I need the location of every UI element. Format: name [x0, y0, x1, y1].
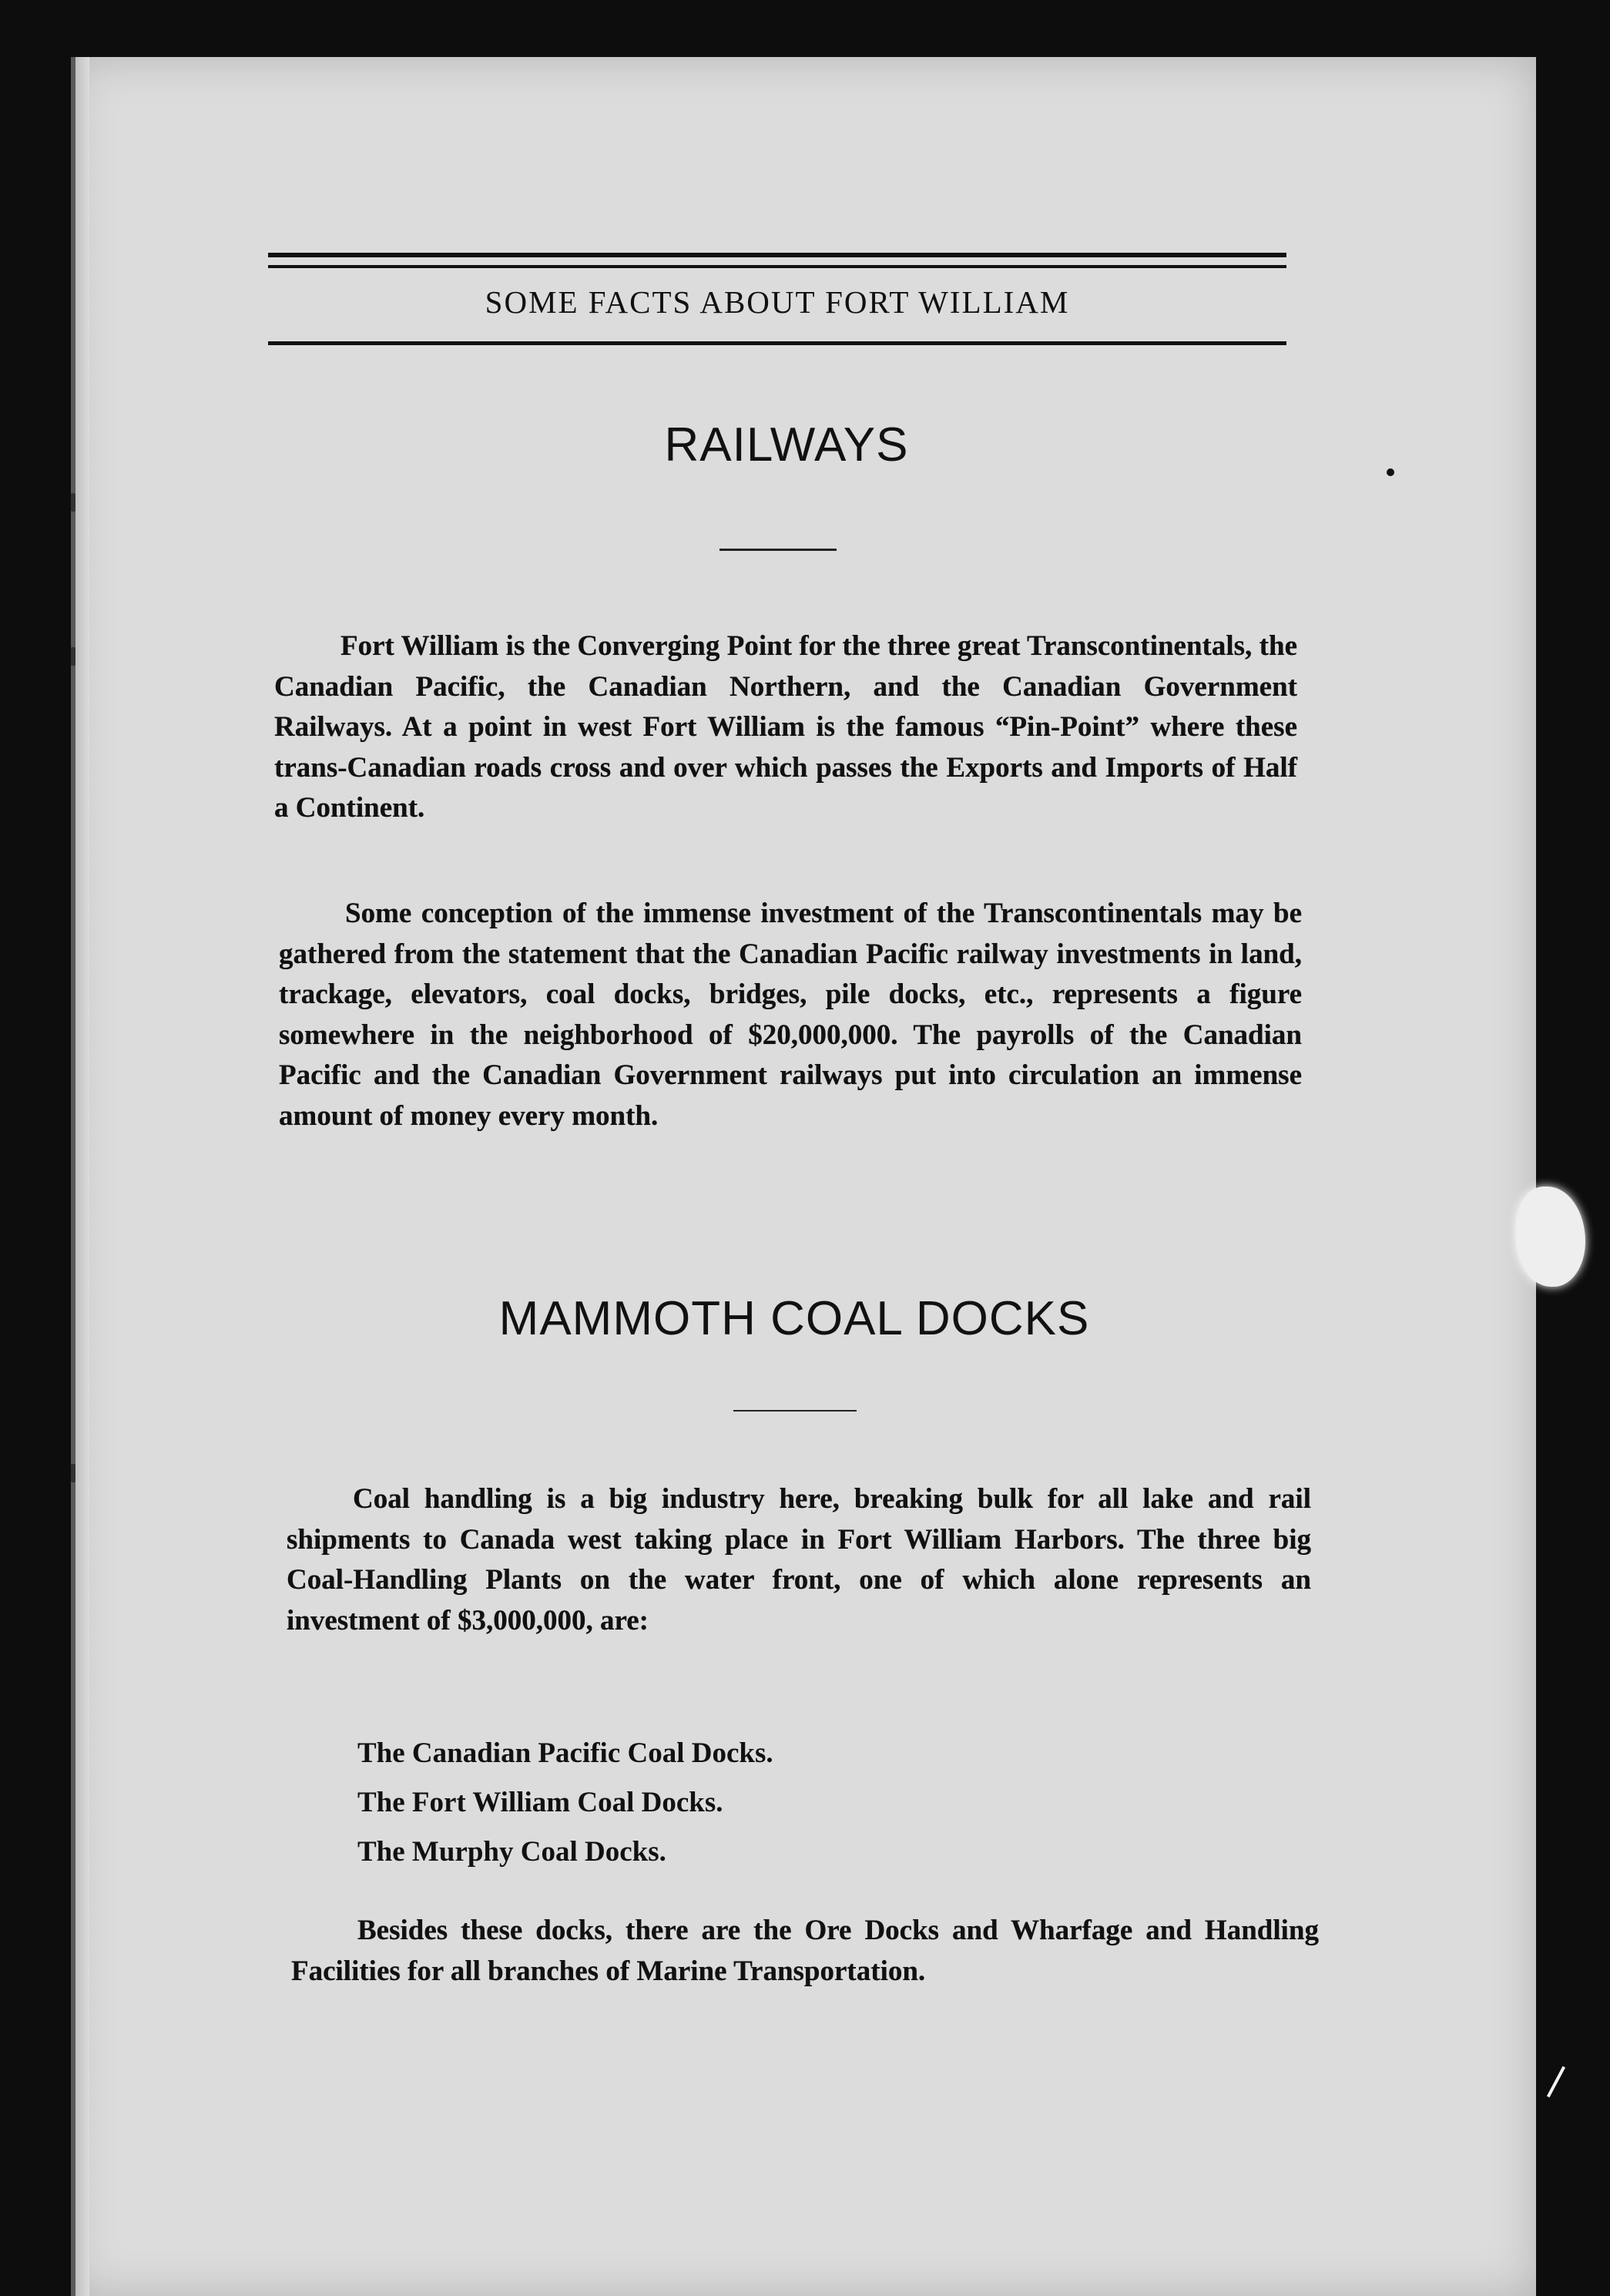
coal-docks-closing: Besides these docks, there are the Ore Docks and Wharfage and Handling Facilities for all branches of Marine Transportation. — [291, 1915, 1319, 1987]
list-item: The Murphy Coal Docks. — [357, 1836, 666, 1868]
binding-mark — [71, 493, 75, 512]
worn-paper-spot — [1516, 1187, 1585, 1287]
list-item: The Canadian Pacific Coal Docks. — [357, 1737, 773, 1769]
railways-paragraph-1: Fort William is the Converging Point for the three great Transcontinentals, the Canadian Pacific, the Canadian Northern, and the Canadian Government Railways. At a point in west Fort William is the famous “Pin-Point” where these trans-Canadian roads cross and over which passes the Exports and Imports of Half a Continent. — [274, 630, 1297, 824]
binding-gutter — [71, 57, 75, 2296]
dock-list — [357, 1729, 773, 1877]
header-rule-top — [268, 253, 1286, 257]
railways-paragraph-2: Some conception of the immense investment of the Transcontinentals may be gathered from the statement that the Canadian Pacific railway investments in land, trackage, elevators, coal docks, bridges, pile docks, etc., represents a figure somewhere in the neighborhood of $20,000,000. The payrolls of the Canadian Pacific and the Canadian Government railways put into circulation an immense amount of money every month. — [279, 898, 1302, 1132]
section-title-coal-docks: MAMMOTH COAL DOCKS — [498, 1292, 1090, 1345]
header-rule-bottom — [268, 341, 1286, 345]
section-divider-coal-docks — [733, 1410, 857, 1412]
scratch-mark — [1547, 2066, 1565, 2098]
binding-mark — [71, 1464, 75, 1482]
binding-mark — [71, 647, 75, 666]
ink-speck — [1387, 468, 1394, 476]
running-head: SOME FACTS ABOUT FORT WILLIAM — [485, 284, 1070, 320]
coal-docks-intro: Coal handling is a big industry here, breaking bulk for all lake and rail shipments to Canada west taking place in Fort William Harbors. The three big Coal-Handling Plants on the water front, one of which alone represents an investment of $3,000,000, are: — [287, 1483, 1311, 1636]
list-item: The Fort William Coal Docks. — [357, 1787, 723, 1818]
section-divider-railways — [719, 549, 837, 551]
section-title-railways: RAILWAYS — [664, 418, 909, 472]
header-rule-top-thin — [268, 265, 1286, 268]
